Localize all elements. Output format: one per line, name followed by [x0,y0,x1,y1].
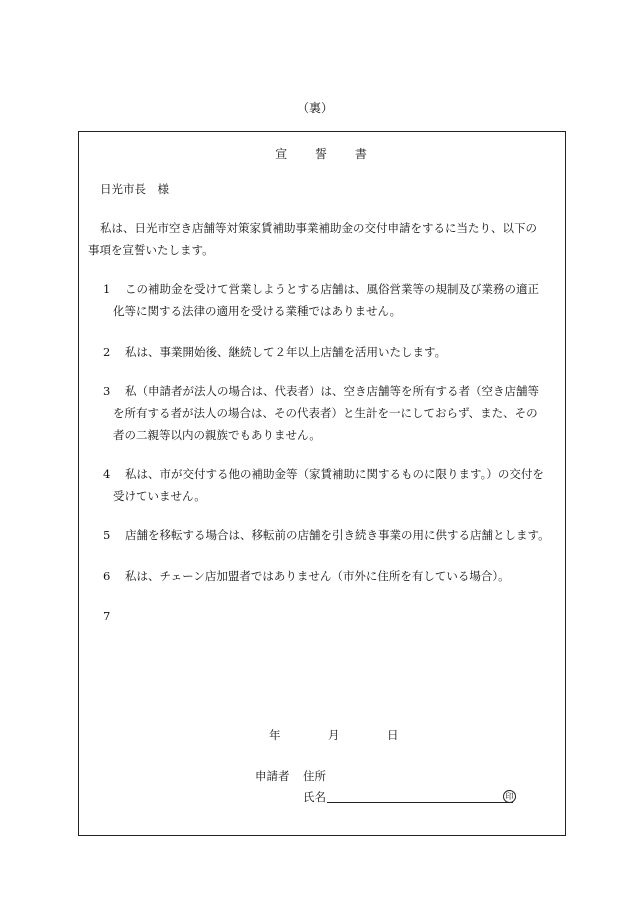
name-signature-line [327,802,513,803]
item-number: 3 [103,384,111,398]
address-label: 住所 [303,769,326,783]
intro-line: 私は、日光市空き店舗等対策家賃補助事業補助金の交付申請をするに当たり、以下の [100,221,537,235]
name-label: 氏名 [303,790,326,804]
item-line: この補助金を受けて営業しようとする店舗は、風俗営業等の規制及び業務の適正 [125,282,539,296]
oath-form [78,131,566,836]
title-char: 書 [354,147,369,161]
title-char: 誓 [314,147,329,161]
item-number: 4 [103,467,111,481]
item-line: を所有する者が法人の場合は、その代表者）と生計を一にしておらず、また、その [113,406,538,420]
page-side-label: （裏） [296,101,333,115]
date-month-label: 月 [328,728,340,742]
item-number: 7 [103,609,111,623]
intro-line: 事項を宣誓いたします。 [88,243,214,257]
item-line: 私（申請者が法人の場合は、代表者）は、空き店舗等を所有する者（空き店舗等 [125,384,539,398]
item-line: 私は、事業開始後、継続して２年以上店舗を活用いたします。 [125,345,447,359]
seal-mark: 印 [503,790,516,803]
item-line: 私は、市が交付する他の補助金等（家賃補助に関するものに限ります。）の交付を [125,467,544,481]
item-line: 受けていません。 [113,489,206,503]
item-number: 5 [103,528,111,542]
addressee: 日光市長 様 [100,182,169,196]
item-number: 6 [103,569,111,583]
item-number: 2 [103,345,111,359]
date-day-label: 日 [387,728,399,742]
item-line: 店舗を移転する場合は、移転前の店舗を引き続き事業の用に供する店舗とします。 [125,528,550,542]
item-line: 化等に関する法律の適用を受ける業種ではありません。 [113,304,402,318]
item-line: 私は、チェーン店加盟者ではありません（市外に住所を有している場合）。 [125,569,510,583]
item-line: 者の二親等以内の親族でもありません。 [113,428,321,442]
item-number: 1 [103,282,111,296]
date-year-label: 年 [269,728,281,742]
document-title [79,145,565,162]
title-char: 宣 [275,147,290,161]
applicant-label: 申請者 [255,769,290,783]
